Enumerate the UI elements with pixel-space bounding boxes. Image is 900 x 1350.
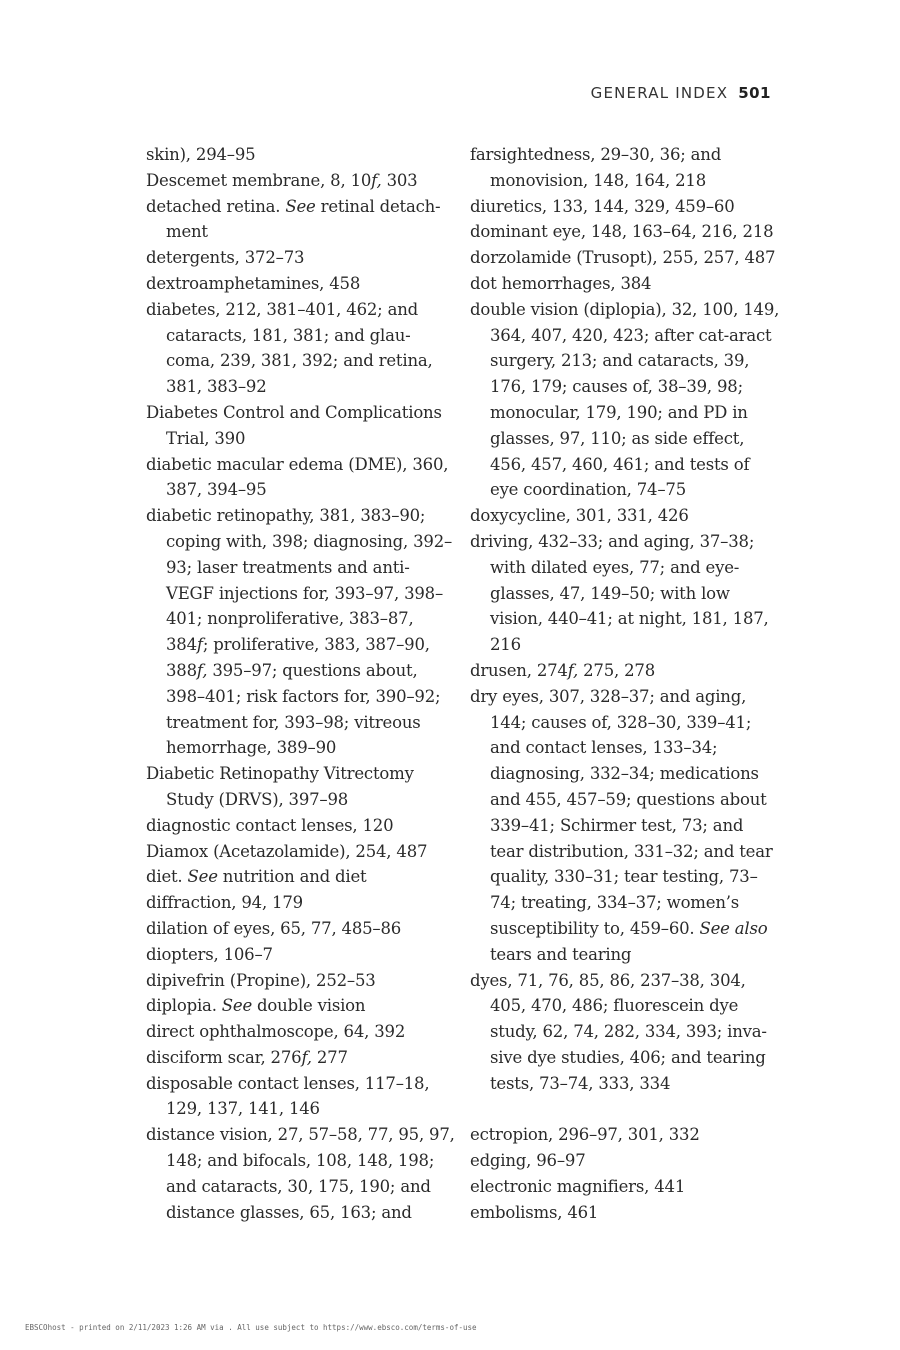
- index-entry: detached retina. See retinal detach-ment: [146, 196, 441, 242]
- index-entry: drusen, 274f, 275, 278: [470, 660, 656, 680]
- index-entry: diplopia. See double vision: [146, 996, 366, 1016]
- index-entry: diet. See nutrition and diet: [146, 867, 367, 887]
- index-entry: ectropion, 296–97, 301, 332: [470, 1125, 700, 1145]
- footer-notice: EBSCOhost - printed on 2/11/2023 1:26 AM via . All use subject to https://www.ebsco.com/terms-of-use: [25, 1323, 477, 1332]
- index-entry: diabetic macular edema (DME), 360, 387, 394–95: [146, 454, 449, 500]
- index-entry: direct ophthalmoscope, 64, 392: [146, 1022, 406, 1042]
- index-entry: disposable contact lenses, 117–18, 129, 137, 141, 146: [146, 1073, 430, 1119]
- index-entry: dry eyes, 307, 328–37; and aging, 144; causes of, 328–30, 339–41; and contact lenses, 133–34; diagnosing, 332–34; medications and 455, 457–59; questions about 339–41; Schirmer test, 73; and tear distribution, 331–32; and tear quality, 330–31; tear testing, 73–74; treating, 334–37; women’s susceptibility to, 459–60. See also tears and tearing: [470, 686, 773, 964]
- index-entry: Diabetic Retinopathy Vitrectomy Study (DRVS), 397–98: [146, 764, 414, 809]
- index-entry: dextroamphetamines, 458: [146, 273, 361, 293]
- index-entry: skin), 294–95: [146, 145, 256, 164]
- index-entry: farsightedness, 29–30, 36; and monovision, 148, 164, 218: [470, 145, 722, 190]
- index-entry: edging, 96–97: [470, 1151, 586, 1171]
- index-entry: Descemet membrane, 8, 10f, 303: [146, 170, 418, 190]
- index-entry: dominant eye, 148, 163–64, 216, 218: [470, 222, 774, 242]
- index-entry: diffraction, 94, 179: [146, 893, 303, 913]
- index-entry: detergents, 372–73: [146, 248, 305, 268]
- index-entry: diagnostic contact lenses, 120: [146, 815, 394, 835]
- index-entry: diuretics, 133, 144, 329, 459–60: [470, 196, 735, 216]
- index-entry: dyes, 71, 76, 85, 86, 237–38, 304, 405, 470, 486; fluorescein dye study, 62, 74, 282, 334, 393; inva-sive dye studies, 406; and tearing tests, 73–74, 333, 334: [470, 970, 767, 1093]
- index-entry: driving, 432–33; and aging, 37–38; with dilated eyes, 77; and eye-glasses, 47, 149–50; with low vision, 440–41; at night, 181, 187, 216: [470, 531, 769, 655]
- index-entry: diabetes, 212, 381–401, 462; and cataracts, 181, 381; and glau-coma, 239, 381, 392; and retina, 381, 383–92: [146, 299, 433, 397]
- index-entry: dorzolamide (Trusopt), 255, 257, 487: [470, 248, 776, 268]
- letter-section-gap: [470, 1096, 780, 1122]
- index-column-right: [470, 142, 780, 1225]
- index-entry: Diamox (Acetazolamide), 254, 487: [146, 841, 428, 861]
- index-entry: diabetic retinopathy, 381, 383–90; coping with, 398; diagnosing, 392–93; laser treatments and anti-VEGF injections for, 393–97, 398–401; nonproliferative, 383–87, 384f; proliferative, 383, 387–90, 388f, 395–97; questions about, 398–401; risk factors for, 390–92; treatment for, 393–98; vitreous hemorrhage, 389–90: [146, 506, 453, 758]
- page-number: 501: [738, 84, 771, 102]
- index-entry: dipivefrin (Propine), 252–53: [146, 970, 376, 990]
- index-entry: doxycycline, 301, 331, 426: [470, 506, 689, 526]
- index-entry: dot hemorrhages, 384: [470, 273, 652, 293]
- index-entry: dilation of eyes, 65, 77, 485–86: [146, 918, 402, 938]
- index-entry: distance vision, 27, 57–58, 77, 95, 97, 148; and bifocals, 108, 148, 198; and cataracts, 30, 175, 190; and distance glasses, 65, 163; and: [146, 1125, 455, 1222]
- index-entry: electronic magnifiers, 441: [470, 1176, 686, 1196]
- running-header: [591, 84, 771, 102]
- index-entry: embolisms, 461: [470, 1202, 599, 1222]
- index-entry: disciform scar, 276f, 277: [146, 1047, 348, 1067]
- index-column-left: [146, 142, 456, 1225]
- section-title: GENERAL INDEX: [590, 84, 729, 102]
- index-entry: diopters, 106–7: [146, 944, 273, 964]
- index-entry: double vision (diplopia), 32, 100, 149, 364, 407, 420, 423; after cat-aract surgery, 213; and cataracts, 39, 176, 179; causes of, 38–39, 98; monocular, 179, 190; and PD in glasses, 97, 110; as side effect, 456, 457, 460, 461; and tests of eye coordination, 74–75: [470, 299, 780, 500]
- index-entry: Diabetes Control and Complications Trial, 390: [146, 402, 442, 448]
